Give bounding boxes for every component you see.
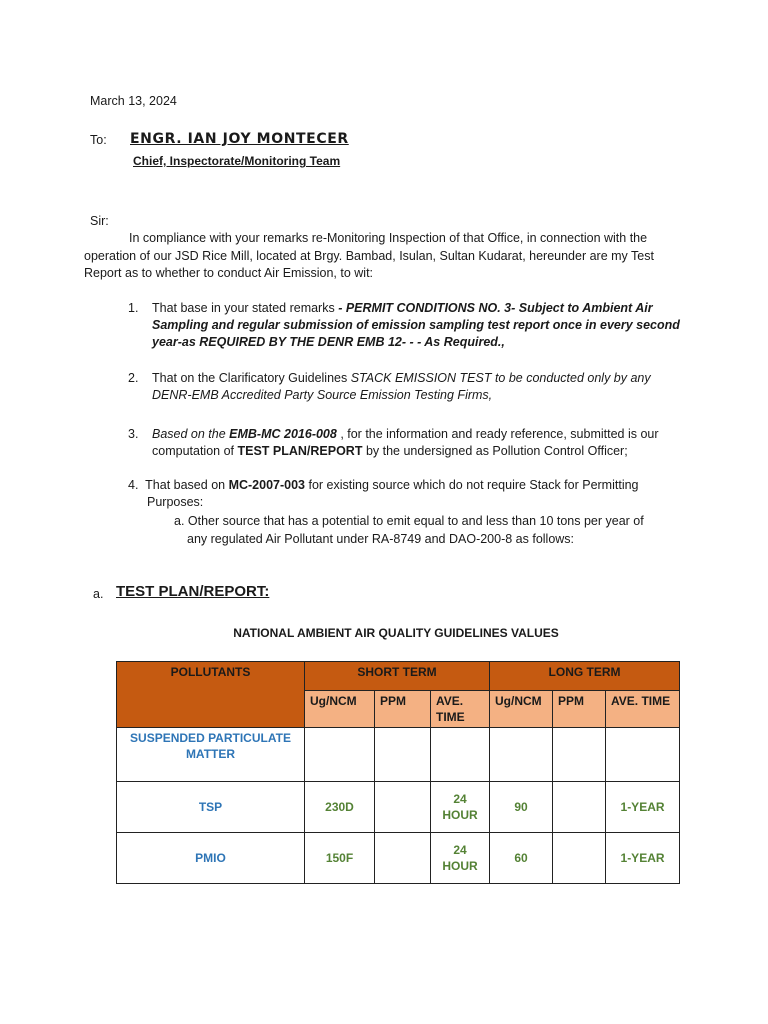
value-cell bbox=[375, 833, 431, 884]
value-cell: 90 bbox=[490, 782, 553, 833]
list-number: 1. bbox=[128, 301, 139, 315]
list-item-2 bbox=[128, 370, 688, 404]
item-emphasis: TEST PLAN/REPORT bbox=[237, 444, 363, 458]
item-emphasis: - PERMIT CONDITIONS NO. 3- Subject to Ambient Air Sampling and regular submission of emission sampling test report once in every second year-as REQUIRED BY THE DENR EMB 12- - - As Required., bbox=[152, 301, 680, 349]
value-cell: 24 HOUR bbox=[431, 833, 490, 884]
table-row bbox=[117, 728, 680, 782]
list-number: 3. bbox=[128, 427, 139, 441]
to-label: To: bbox=[90, 133, 107, 147]
table-title: NATIONAL AMBIENT AIR QUALITY GUIDELINES VALUES bbox=[233, 626, 559, 640]
value-cell: 1-YEAR bbox=[606, 833, 680, 884]
pollutant-cell: PMIO bbox=[117, 833, 305, 884]
value-cell bbox=[375, 782, 431, 833]
value-cell bbox=[553, 833, 606, 884]
value-cell: 150F bbox=[305, 833, 375, 884]
list-item-4 bbox=[128, 477, 688, 511]
air-quality-table bbox=[116, 661, 680, 884]
sub-item-line: a. Other source that has a potential to emit equal to and less than 10 tons per year of bbox=[174, 514, 644, 528]
pollutant-cell: TSP bbox=[117, 782, 305, 833]
header-st-ugncm: Ug/NCM bbox=[305, 691, 375, 728]
recipient-title: Chief, Inspectorate/Monitoring Team bbox=[133, 154, 341, 168]
list-number: 4. bbox=[128, 478, 139, 492]
header-lt-ppm: PPM bbox=[553, 691, 606, 728]
sub-item-line: any regulated Air Pollutant under RA-8749 and DAO-200-8 as follows: bbox=[187, 532, 575, 546]
sub-item-a bbox=[174, 512, 674, 548]
item-text: , for the information and ready reference, submitted is our computation of bbox=[152, 427, 659, 458]
item-text: That based on bbox=[145, 478, 229, 492]
value-cell bbox=[553, 728, 606, 782]
item-text: Based on the bbox=[152, 427, 230, 441]
header-st-ppm: PPM bbox=[375, 691, 431, 728]
table-row bbox=[117, 833, 680, 884]
value-cell bbox=[305, 728, 375, 782]
value-cell: 24 HOUR bbox=[431, 782, 490, 833]
list-number: 2. bbox=[128, 371, 139, 385]
letter-date: March 13, 2024 bbox=[90, 94, 177, 108]
item-text: That on the Clarificatory Guidelines bbox=[152, 371, 351, 385]
item-emphasis: STACK EMISSION TEST to be conducted only by any DENR-EMB Accredited Party Source Emission Testing Firms, bbox=[152, 371, 651, 402]
list-item-3 bbox=[128, 426, 688, 460]
item-text: by the undersigned as Pollution Control Officer; bbox=[362, 444, 628, 458]
value-cell: 1-YEAR bbox=[606, 782, 680, 833]
item-text: That base in your stated remarks bbox=[152, 301, 339, 315]
recipient-name: ENGR. IAN JOY MONTECER bbox=[130, 131, 349, 147]
header-pollutants: POLLUTANTS bbox=[117, 662, 305, 728]
value-cell bbox=[606, 728, 680, 782]
item-emphasis: MC-2007-003 bbox=[228, 478, 306, 492]
table-row bbox=[117, 782, 680, 833]
header-short-term: SHORT TERM bbox=[305, 662, 490, 691]
intro-text: In compliance with your remarks re-Monitoring Inspection of that Office, in connection with the operation of our JSD Rice Mill, located at Brgy. Bambad, Isulan, Sultan Kudarat, hereunder are my Test Report as to whether to conduct Air Emission, to wit: bbox=[84, 231, 654, 280]
section-title: TEST PLAN/REPORT: bbox=[116, 583, 270, 600]
value-cell bbox=[375, 728, 431, 782]
value-cell: 60 bbox=[490, 833, 553, 884]
intro-paragraph bbox=[84, 230, 684, 283]
list-item-1 bbox=[128, 300, 688, 351]
value-cell bbox=[553, 782, 606, 833]
header-st-ave-time: AVE. TIME bbox=[431, 691, 490, 728]
value-cell bbox=[490, 728, 553, 782]
salutation: Sir: bbox=[90, 214, 109, 228]
pollutant-cell: SUSPENDED PARTICULATE MATTER bbox=[117, 728, 305, 782]
item-text: for existing source which do not require Stack for Permitting bbox=[305, 478, 639, 492]
item-emphasis: EMB-MC 2016-008 bbox=[229, 427, 337, 441]
header-lt-ugncm: Ug/NCM bbox=[490, 691, 553, 728]
value-cell bbox=[431, 728, 490, 782]
header-long-term: LONG TERM bbox=[490, 662, 680, 691]
section-letter: a. bbox=[93, 587, 104, 601]
value-cell: 230D bbox=[305, 782, 375, 833]
header-lt-ave-time: AVE. TIME bbox=[606, 691, 680, 728]
item-text: Purposes: bbox=[147, 495, 204, 509]
table-header-row bbox=[117, 662, 680, 691]
